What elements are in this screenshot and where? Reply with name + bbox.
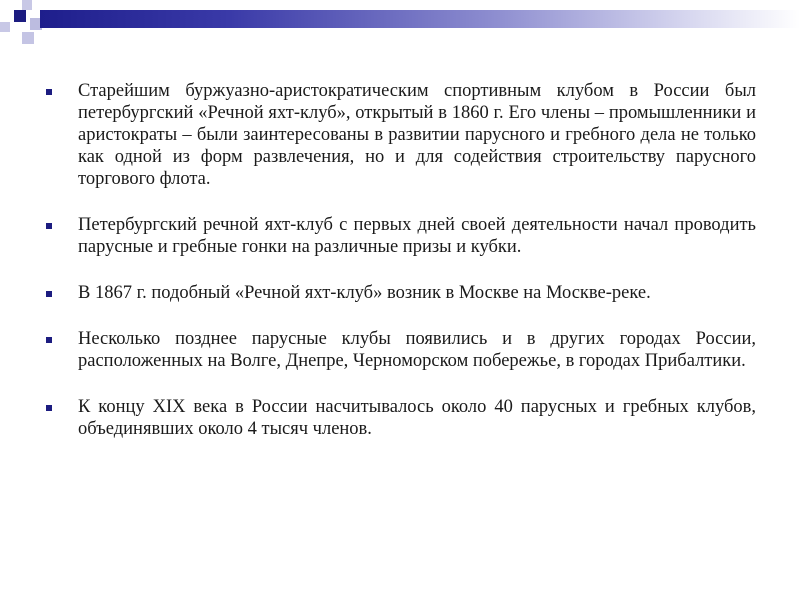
decorative-square: [22, 0, 32, 10]
list-item: [42, 282, 756, 304]
bullet-list: [42, 80, 756, 464]
list-item: [42, 328, 756, 372]
square-bullet-icon: [46, 223, 52, 229]
decorative-square: [14, 10, 26, 22]
list-item-text: Петербургский речной яхт-клуб с первых дней своей деятельности начал проводить парусные и гребные гонки на различные призы и кубки.: [78, 215, 756, 257]
decorative-square: [0, 22, 10, 32]
list-item: [42, 214, 756, 258]
decorative-square: [22, 32, 34, 44]
list-item: [42, 396, 756, 440]
header-gradient-bar: [40, 10, 800, 28]
list-item-text: Несколько позднее парусные клубы появились и в других городах России, расположенных на Волге, Днепре, Черноморском побережье, в городах Прибалтики.: [78, 329, 756, 371]
list-item-text: В 1867 г. подобный «Речной яхт-клуб» возник в Москве на Москве-реке.: [78, 283, 651, 303]
square-bullet-icon: [46, 337, 52, 343]
list-item: [42, 80, 756, 190]
square-bullet-icon: [46, 405, 52, 411]
list-item-text: Старейшим буржуазно-аристократическим спортивным клубом в России был петербургский «Речной яхт-клуб», открытый в 1860 г. Его члены – промышленники и аристократы – были заинтересованы в развитии парусного и гребного дела не только как одной из форм развлечения, но и для содействия строительству парусного торгового флота.: [78, 81, 756, 189]
list-item-text: К концу XIX века в России насчитывалось около 40 парусных и гребных клубов, объединявших около 4 тысяч членов.: [78, 397, 756, 439]
square-bullet-icon: [46, 89, 52, 95]
square-bullet-icon: [46, 291, 52, 297]
